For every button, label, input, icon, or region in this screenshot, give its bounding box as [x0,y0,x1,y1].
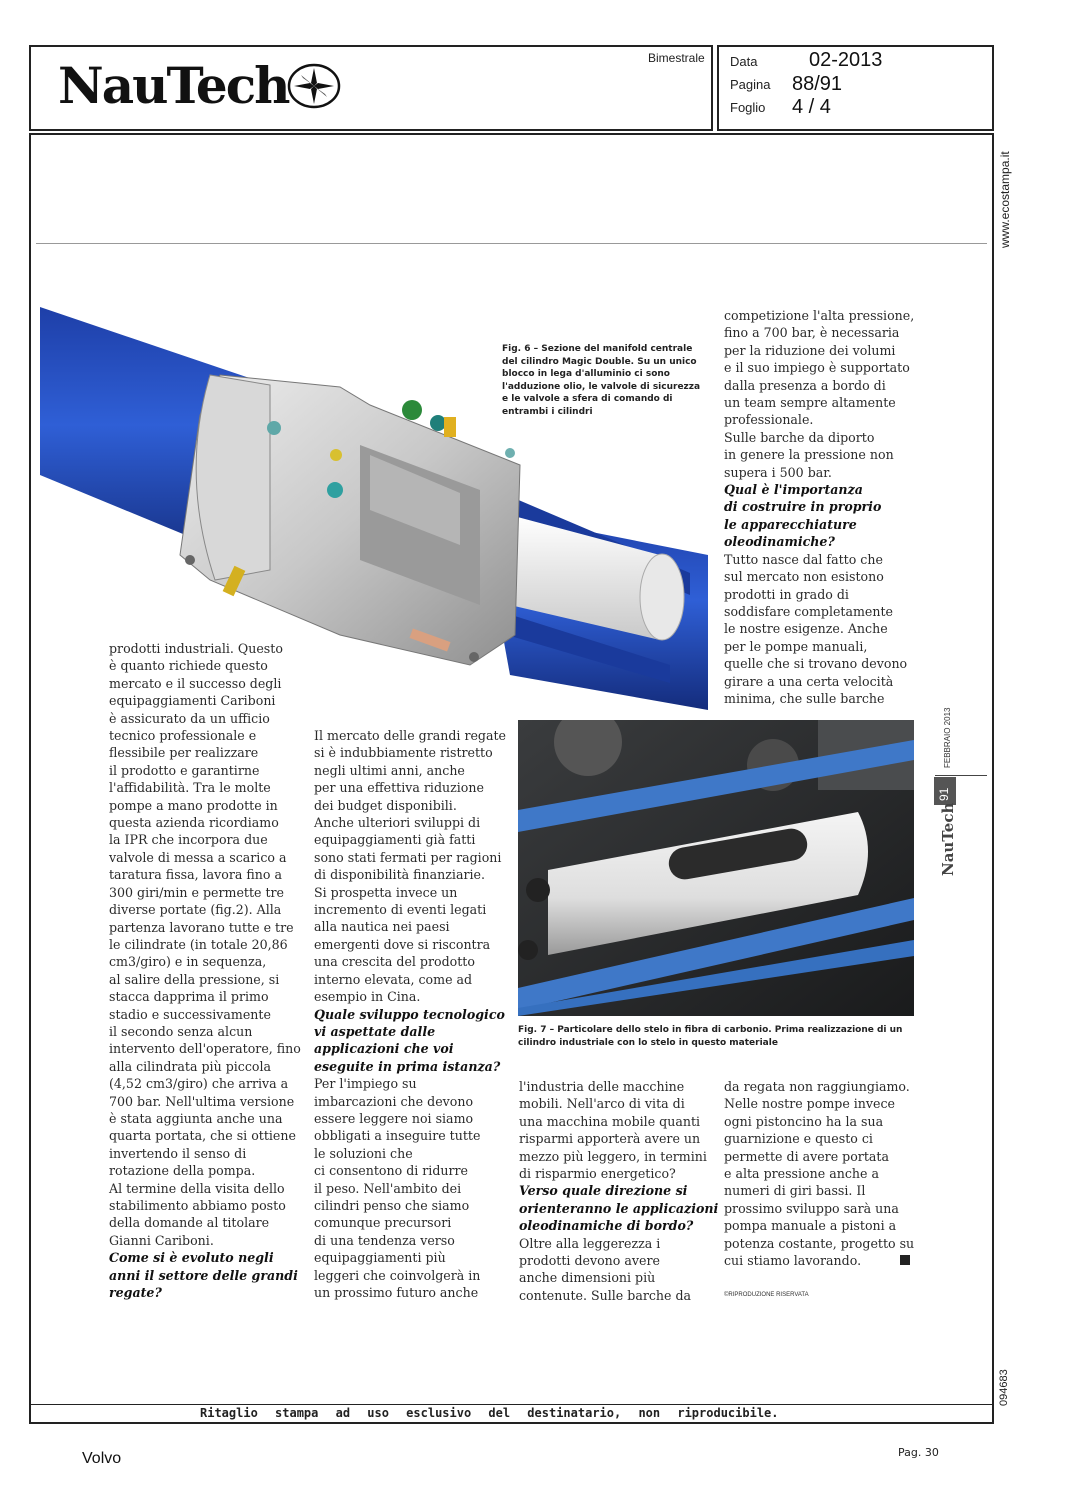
fig7-carbon-rod-photo [518,720,914,1016]
column-2-answer: Per l'impiego su imbarcazioni che devono essere leggere noi siamo obbligati a inseguire tutte le soluzioni che ci consentono di ridurre il peso. Nell'ambito dei cilindri penso che siamo comunque precursori di una tendenza verso equipaggiamenti più leggeri che coinvolgerà in un prossimo futuro anche [314,1076,481,1300]
fig7-caption: Fig. 7 – Particolare dello stelo in fibra di carbonio. Prima realizzazione di un cilindro industriale con lo stelo in questo materiale [518,1025,903,1048]
column-1-body: prodotti industriali. Questo è quanto richiede questo mercato e il successo degli equipaggiamenti Cariboni è assicurato da un ufficio tecnico professionale e flessibile per realizzare il prodotto e garantirne l'affidabilità. Tra le molte pompe a mano prodotte in questa azienda ricordiamo la IPR che incorpora due valvole di messa a scarico a taratura fissa, lavora fino a 300 giri/min e permette tre diverse portate (fig.2). Alla partenza lavorano tutte e tre le cilindrate (in totale 20,86 cm3/giro) e in sequenza, al salire della pressione, si stacca dapprima il primo stadio e successivamente il secondo senza alcun intervento dell'operatore, fino alla cilindrata più piccola (4,52 cm3/giro) che arriva a 700 bar. Nell'ultima versione è stata aggiunta anche una quarta portata, che si ottiene invertendo il senso di rotazione della pompa. Al termine della visita dello stabilimento abbiamo posto della domande al titolare Gianni Cariboni. [109,641,301,1248]
folio-issue-date: FEBBRAIO 2013 [943,707,952,768]
end-of-article-icon [900,1255,910,1265]
reproduction-note: ©RIPRODUZIONE RISERVATA [724,1292,809,1298]
column-4-top-body: competizione l'alta pressione, fino a 700 bar, è necessaria per la riduzione dei volumi e il suo impiego è supportato dalla presenza a bordo di un team sempre altamente professionale. Sulle barche da diporto in genere la pressione non supera i 500 bar. [724,308,915,480]
clipping-notice: Ritaglio stampa ad uso esclusivo del destinatario, non riproducibile. [200,1406,779,1420]
footer-left-label: Volvo [82,1450,122,1467]
column-4-bottom-body: da regata non raggiungiamo. Nelle nostre pompe invece ogni pistoncino ha la sua guarnizione e questo ci permette di avere portata e alta pressione anche a numeri di giri bassi. Il prossimo sviluppo sarà una pompa manuale a pistoni a potenza costante, progetto su cui stiamo lavorando. [724,1079,915,1269]
folio-magazine-name: NauTech [939,802,957,876]
website-vertical-text: www.ecostampa.it [998,151,1012,248]
top-rule [36,243,987,244]
data-value: 02-2013 [809,49,883,71]
document-code-vertical-text: 094683 [998,1369,1010,1406]
pagina-value: 88/91 [792,73,843,95]
column-2-body: Il mercato delle grandi regate si è indubbiamente ristretto negli ultimi anni, anche per una effettiva riduzione dei budget disponibili. Anche ulteriori sviluppi di equipaggiamenti già fatti sono stati fermati per ragioni di disponibilità finanziarie. Si prospetta invece un incremento di eventi legati alla nautica nei paesi emergenti dove si riscontra una crescita del prodotto interno elevata, come ad esempio in Cina. [314,728,507,1005]
article-column-3 [519,1078,719,1304]
foglio-label: Foglio [730,100,766,115]
compass-rose-icon [286,62,342,110]
question-3: Verso quale direzione si orienteranno le applicazioni oleodinamiche di bordo? [519,1183,719,1234]
article-column-4-bottom [724,1078,924,1269]
question-2: Quale sviluppo tecnologico vi aspettate dalle applicazioni che voi eseguite in prima istanza? [314,1006,505,1074]
data-label: Data [730,54,758,69]
fig6-caption: Fig. 6 – Sezione del manifold centrale del cilindro Magic Double. Su un unico blocco in lega d'alluminio ci sono l'adduzione olio, le valvole di sicurezza e le valvole a sfera di comando di entrambi i cilindri [502,344,701,417]
folio-rule [935,775,987,776]
footer-page-number: Pag. 30 [898,1446,939,1459]
question-1: Come si è evoluto negli anni il settore delle grandi regate? [109,1250,298,1301]
question-4: Qual è l'importanza di costruire in proprio le apparecchiature oleodinamiche? [724,482,882,550]
column-3-body: l'industria delle macchine mobili. Nell'arco di vita di una macchina mobile quanti risparmi apporterà avere un mezzo più leggero, in termini di risparmio energetico? [519,1079,707,1182]
article-column-1 [109,640,304,1301]
column-3-answer: Oltre alla leggerezza i prodotti devono avere anche dimensioni più contenute. Sulle barche da [519,1235,692,1303]
frequency-label: Bimestrale [648,51,705,65]
pagina-label: Pagina [730,77,771,92]
masthead-logo: NauTech [58,56,289,115]
foglio-value: 4 / 4 [792,96,831,118]
article-column-4-top [724,307,924,707]
clipping-rule [29,1404,994,1405]
folio-page-number: 91 [937,787,951,801]
column-4-top-answer: Tutto nasce dal fatto che sul mercato non esistono prodotti in grado di soddisfare completamente le nostre esigenze. Anche per le pompe manuali, quelle che si trovano devono girare a una certa velocità minima, che sulle barche [724,551,908,706]
article-column-2 [314,727,509,1301]
